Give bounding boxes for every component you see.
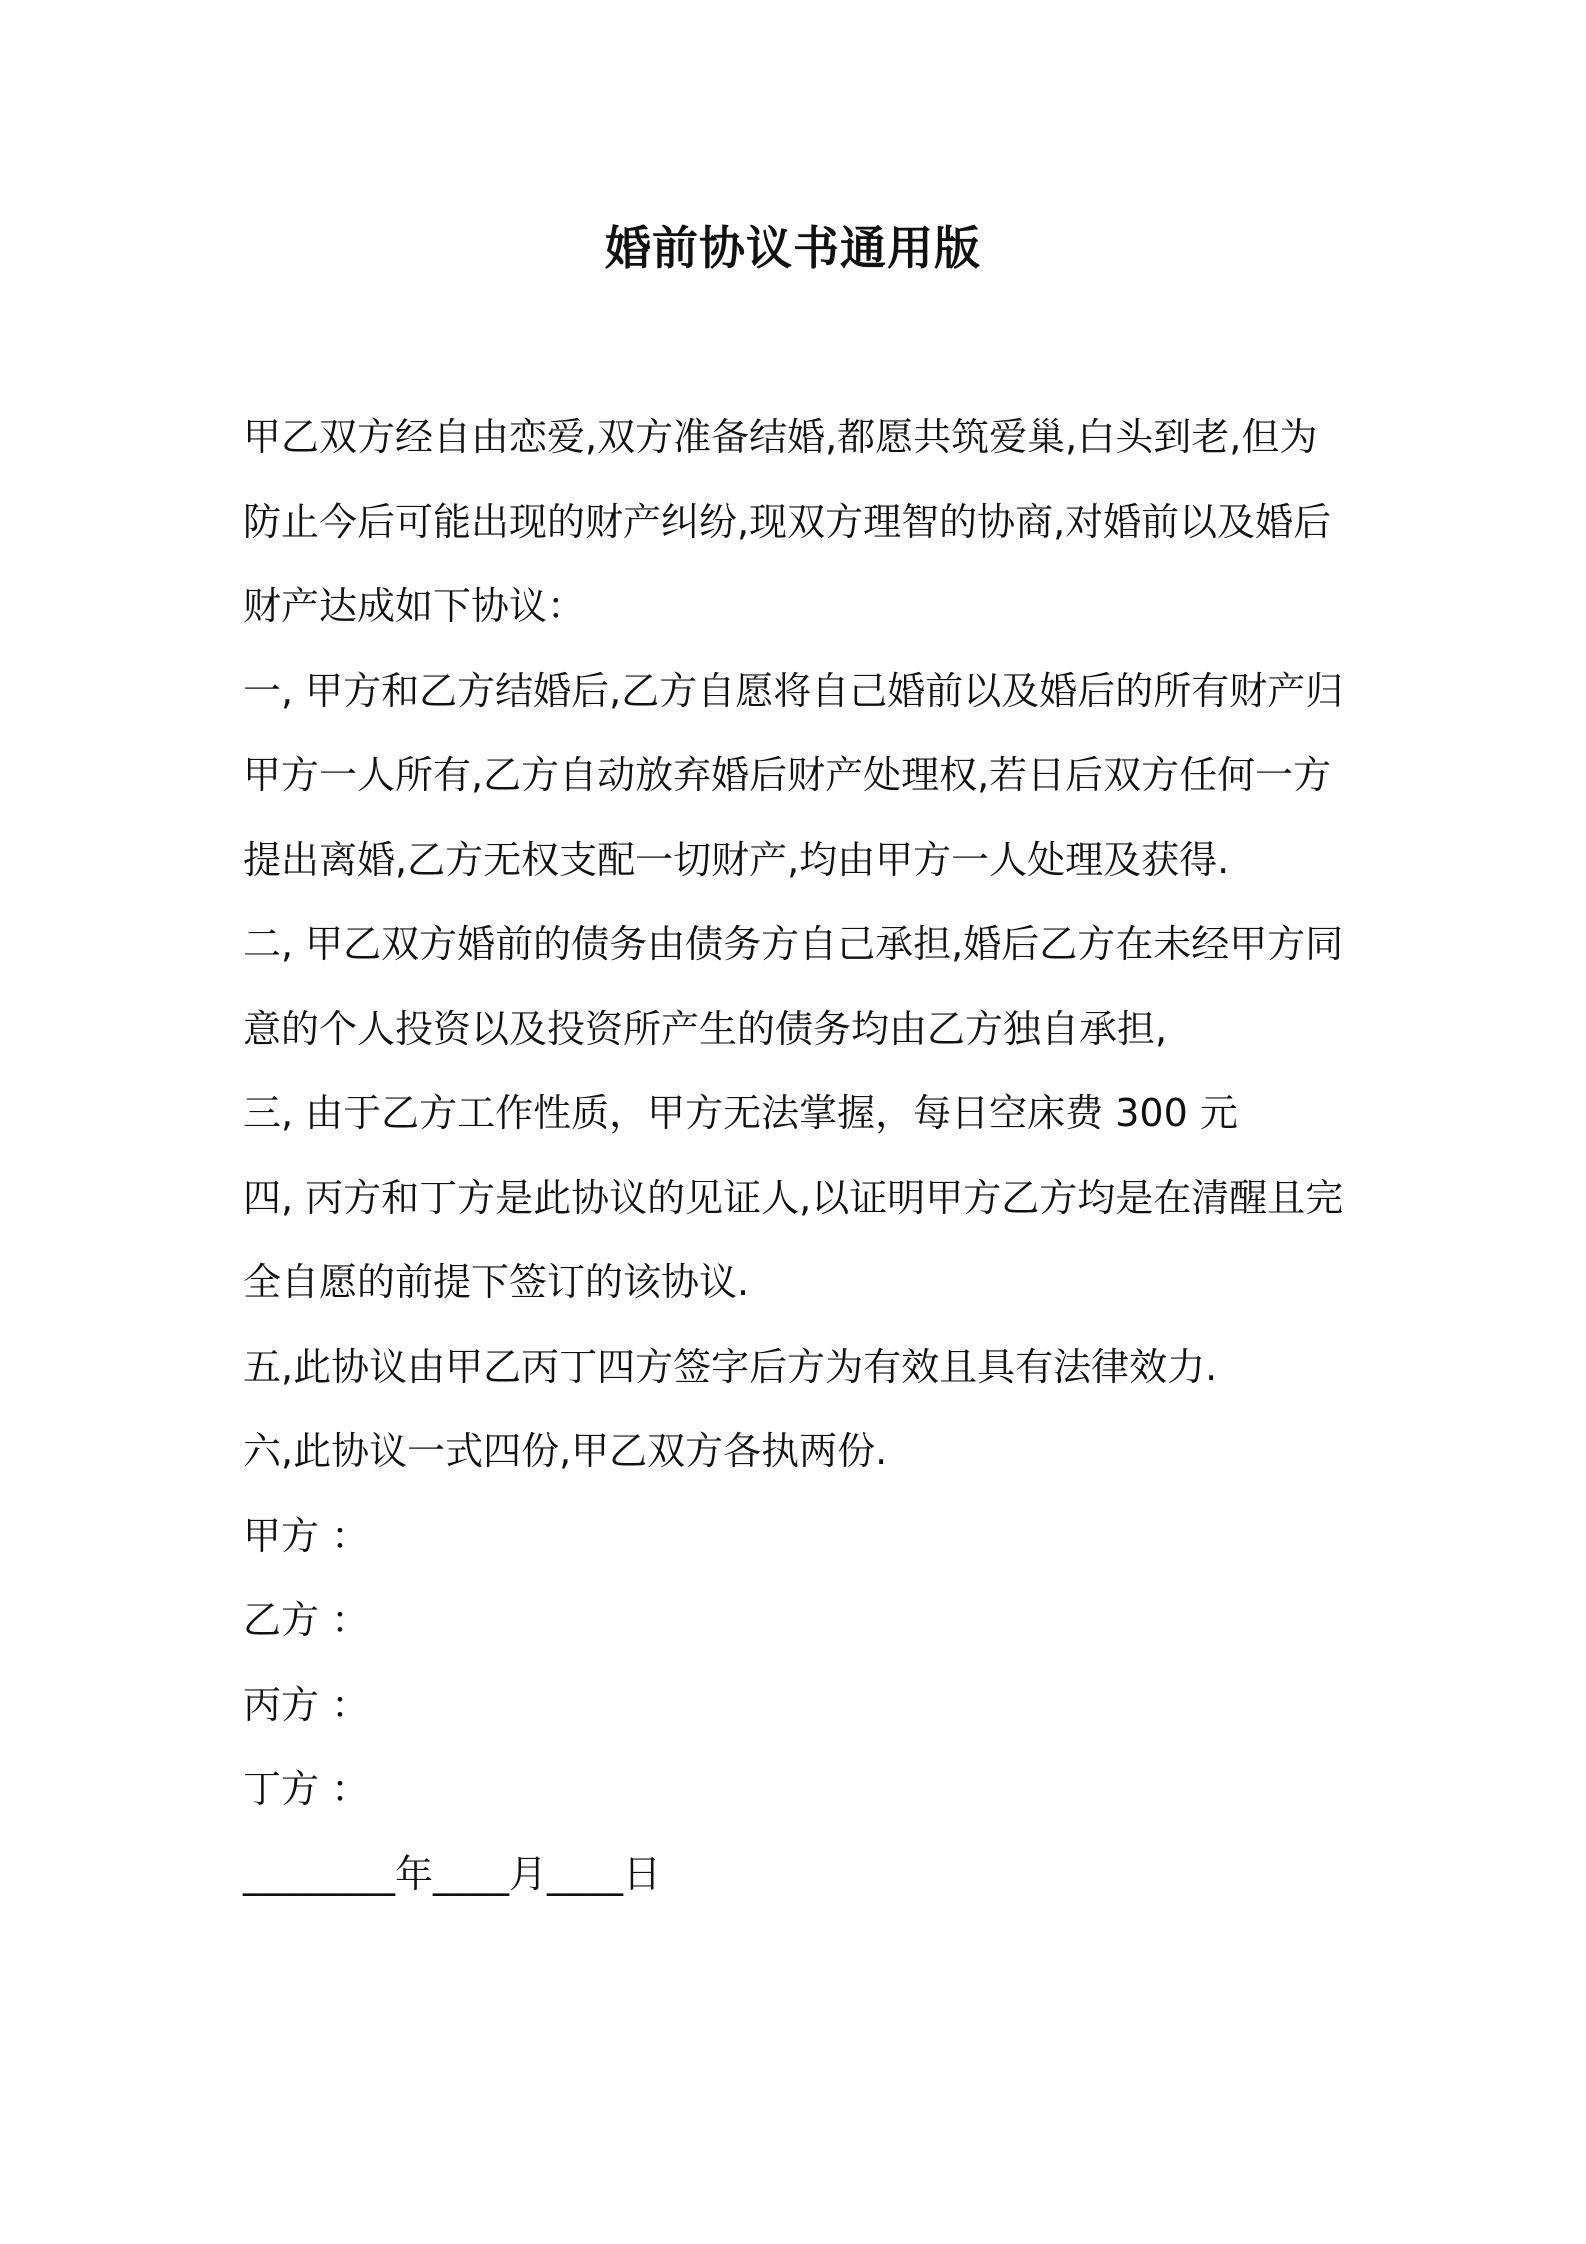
clause-5-paragraph: 五,此协议由甲乙丙丁四方签字后方为有效且具有法律效力. bbox=[243, 1344, 1218, 1389]
document-body bbox=[243, 395, 1353, 1916]
signature-party-d: 丁方 ： bbox=[243, 1767, 370, 1811]
date-line: ________年____月____日 bbox=[243, 1851, 662, 1896]
clause-4-paragraph: 四, 丙方和丁方是此协议的见证人,以证明甲方乙方均是在清醒且完全自愿的前提下签订的该协议. bbox=[243, 1175, 1344, 1304]
signature-party-a: 甲方 ： bbox=[243, 1513, 370, 1558]
document-title: 婚前协议书通用版 bbox=[605, 221, 981, 275]
signature-party-b: 乙方 ： bbox=[243, 1598, 370, 1642]
clause-1-paragraph: 一, 甲方和乙方结婚后,乙方自愿将自己婚前以及婚后的所有财产归甲方一人所有,乙方自动放弃婚后财产处理权,若日后双方任何一方提出离婚,乙方无权支配一切财产,均由甲方一人处理及获得. bbox=[243, 668, 1344, 882]
clause-2-paragraph: 二, 甲乙双方婚前的债务由债务方自己承担,婚后乙方在未经甲方同意的个人投资以及投资所产生的债务均由乙方独自承担, bbox=[243, 922, 1344, 1051]
preamble-paragraph: 甲乙双方经自由恋爱,双方准备结婚,都愿共筑爱巢,白头到老,但为防止今后可能出现的财产纠纷,现双方理智的协商,对婚前以及婚后财产达成如下协议： bbox=[243, 415, 1332, 628]
signature-party-c: 丙方 ： bbox=[243, 1682, 370, 1727]
clause-6-paragraph: 六,此协议一式四份,甲乙双方各执两份. bbox=[243, 1429, 888, 1473]
clause-3-paragraph: 三, 由于乙方工作性质，甲方无法掌握，每日空床费 300 元 bbox=[243, 1091, 1238, 1135]
